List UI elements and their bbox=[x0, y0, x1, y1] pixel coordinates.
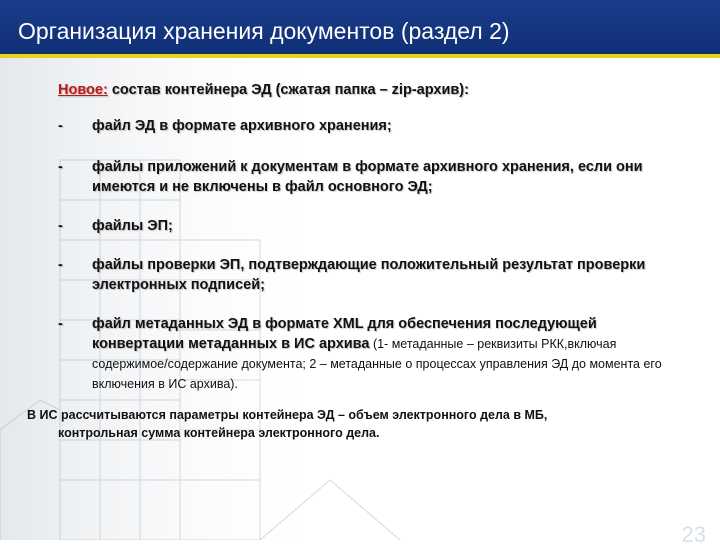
list-dash: - bbox=[58, 159, 63, 175]
new-label: Новое: bbox=[58, 82, 108, 98]
metadata-note: (1- метаданные – реквизиты РКК,включая содержимое/содержание документа; 2 – метаданные о процессах управления ЭД до момента его включения в ИС архива). bbox=[92, 337, 662, 391]
list-item-text: файл ЭД в формате архивного хранения; bbox=[92, 118, 392, 134]
container-contents-list bbox=[58, 116, 688, 394]
slide-content bbox=[27, 80, 688, 442]
calculation-note-line1: В ИС рассчитываются параметры контейнера ЭД – объем электронного дела в МБ, bbox=[27, 408, 548, 422]
slide-title: Организация хранения документов (раздел 2) bbox=[18, 18, 510, 44]
list-item-text: файлы приложений к документам в формате архивного хранения, если они имеются и не включены в файл основного ЭД; bbox=[92, 159, 643, 195]
list-item-text: файлы проверки ЭП, подтверждающие положительный результат проверки электронных подписей; bbox=[92, 257, 646, 293]
list-dash: - bbox=[58, 316, 63, 332]
slide-header bbox=[0, 0, 720, 58]
list-item-text: файлы ЭП; bbox=[92, 218, 173, 234]
list-item bbox=[58, 314, 688, 394]
page-number: 23 bbox=[681, 522, 706, 547]
list-dash: - bbox=[58, 257, 63, 273]
list-dash: - bbox=[58, 218, 63, 234]
list-item bbox=[58, 255, 688, 295]
list-item bbox=[58, 116, 688, 136]
intro-text: состав контейнера ЭД (сжатая папка – zip-архив): bbox=[107, 82, 469, 98]
header-accent-rule bbox=[0, 54, 720, 58]
calculation-note-line2: контрольная сумма контейнера электронного дела. bbox=[58, 426, 380, 440]
list-item-text: файл метаданных ЭД в формате XML для обеспечения последующей конвертации метаданных в ИС архива bbox=[92, 316, 597, 352]
list-dash: - bbox=[58, 118, 63, 134]
list-item bbox=[58, 157, 688, 197]
intro-paragraph bbox=[58, 80, 688, 100]
list-item bbox=[58, 216, 688, 236]
calculation-note bbox=[27, 406, 688, 442]
